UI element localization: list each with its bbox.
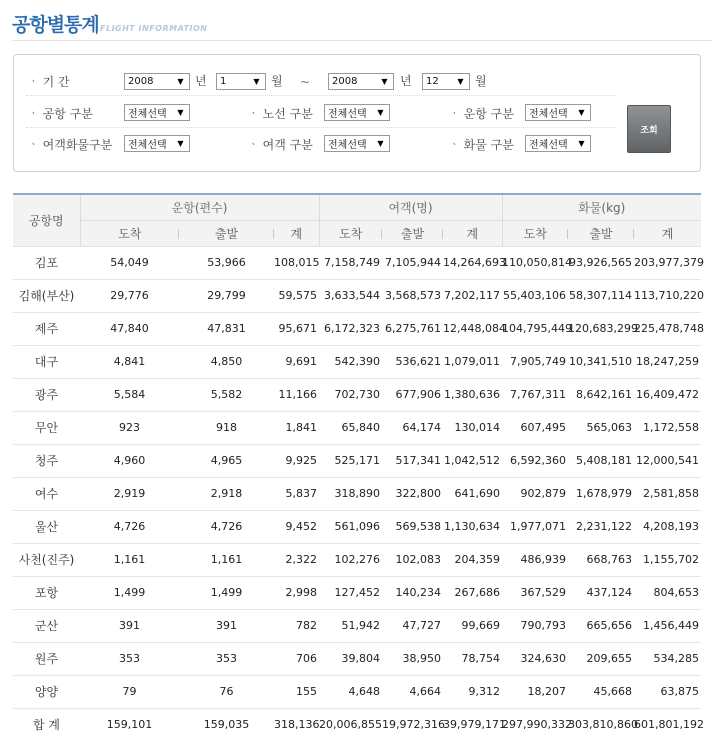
cell-airport: 합 계 — [33, 718, 60, 733]
cell-cargo-total: 1,155,702 — [634, 543, 701, 576]
cell-flights-total: 2,322 — [274, 543, 319, 576]
bullet-icon: ㆍ — [28, 75, 39, 88]
cell-flights-departure: 76 — [179, 675, 274, 708]
cell-cargo-total: 534,285 — [634, 642, 701, 675]
cell-cargo-total: 63,875 — [634, 675, 701, 708]
pax-type-select[interactable]: 전체선택 ▼ — [324, 135, 390, 152]
pax-cargo-select[interactable]: 전체선택 ▼ — [124, 135, 190, 152]
table-row — [13, 708, 701, 740]
col-header-airport: 공항명 — [13, 194, 80, 246]
cell-pax-arrival: 127,452 — [319, 576, 382, 609]
cell-pax-arrival: 542,390 — [319, 345, 382, 378]
cell-flights-departure: 2,918 — [179, 477, 274, 510]
airport-type-select[interactable]: 전체선택 ▼ — [124, 104, 190, 121]
cell-flights-total: 108,015 — [274, 246, 319, 279]
cell-pax-total: 1,042,512 — [443, 444, 502, 477]
cell-cargo-total: 113,710,220 — [634, 279, 701, 312]
cell-flights-arrival: 1,161 — [80, 543, 179, 576]
cell-flights-arrival: 159,101 — [106, 718, 153, 732]
cell-pax-departure: 677,906 — [382, 378, 443, 411]
cell-flights-departure: 353 — [179, 642, 274, 675]
cell-cargo-arrival: 7,767,311 — [502, 378, 568, 411]
bullet-icon: ㆍ — [28, 138, 39, 151]
cell-pax-departure: 517,341 — [382, 444, 443, 477]
cell-cargo-departure: 120,683,299 — [568, 312, 634, 345]
cell-pax-departure: 64,174 — [382, 411, 443, 444]
cell-flights-total: 706 — [274, 642, 319, 675]
table-row — [13, 279, 701, 312]
cell-pax-total: 1,130,634 — [443, 510, 502, 543]
search-button[interactable]: 조회 — [627, 105, 671, 153]
cell-pax-total: 12,448,084 — [443, 312, 502, 345]
cell-cargo-departure: 93,926,565 — [568, 246, 634, 279]
cell-cargo-departure: 665,656 — [568, 609, 634, 642]
cell-cargo-arrival: 324,630 — [502, 642, 568, 675]
col-group-passengers: 여객(명) — [319, 194, 502, 220]
cell-flights-arrival: 1,499 — [80, 576, 179, 609]
cell-flights-departure: 4,726 — [179, 510, 274, 543]
chevron-down-icon: ▼ — [377, 108, 384, 117]
cell-pax-total: 7,202,117 — [443, 279, 502, 312]
to-year-select[interactable]: 2008 ▼ — [328, 73, 394, 90]
col-header-flights-departure: 출발 — [179, 220, 274, 246]
cell-cargo-departure: 303,810,860 — [568, 718, 638, 732]
cell-flights-departure: 918 — [179, 411, 274, 444]
table-row — [13, 642, 701, 675]
cell-flights-arrival: 4,841 — [80, 345, 179, 378]
table-sub-header-row — [13, 220, 701, 246]
bullet-icon: ㆍ — [248, 138, 259, 151]
cell-flights-total: 9,691 — [274, 345, 319, 378]
cell-flights-total: 5,837 — [274, 477, 319, 510]
cell-cargo-arrival: 486,939 — [502, 543, 568, 576]
cell-cargo-arrival: 55,403,106 — [502, 279, 568, 312]
cell-flights-total: 95,671 — [274, 312, 319, 345]
cell-cargo-departure: 565,063 — [568, 411, 634, 444]
cell-pax-departure: 102,083 — [382, 543, 443, 576]
table-row — [13, 576, 701, 609]
to-month-select[interactable]: 12 ▼ — [422, 73, 470, 90]
cell-pax-departure: 6,275,761 — [382, 312, 443, 345]
cell-pax-departure: 140,234 — [382, 576, 443, 609]
table-row — [13, 411, 701, 444]
cell-flights-departure: 5,582 — [179, 378, 274, 411]
cell-flights-total: 9,925 — [274, 444, 319, 477]
cell-flights-arrival: 2,919 — [80, 477, 179, 510]
from-year-unit: 년 — [195, 74, 207, 88]
cell-flights-total: 9,452 — [274, 510, 319, 543]
cell-pax-departure: 19,972,316 — [382, 718, 445, 732]
cell-cargo-departure: 2,231,122 — [568, 510, 634, 543]
cell-cargo-arrival: 367,529 — [502, 576, 568, 609]
cell-pax-total: 1,380,636 — [443, 378, 502, 411]
cell-pax-total: 204,359 — [443, 543, 502, 576]
cell-pax-total: 39,979,171 — [443, 718, 506, 732]
cell-flights-arrival: 353 — [80, 642, 179, 675]
col-header-pax-departure: 출발 — [382, 220, 443, 246]
cell-cargo-departure: 58,307,114 — [568, 279, 634, 312]
cell-airport: 청주 — [13, 444, 80, 477]
cell-flights-arrival: 79 — [80, 675, 179, 708]
cell-pax-departure: 7,105,944 — [382, 246, 443, 279]
cell-cargo-total: 804,653 — [634, 576, 701, 609]
cell-airport: 울산 — [13, 510, 80, 543]
cell-flights-total: 2,998 — [274, 576, 319, 609]
cell-flights-departure: 29,799 — [179, 279, 274, 312]
cell-airport: 김포 — [13, 246, 80, 279]
table-row — [13, 378, 701, 411]
cell-flights-arrival: 391 — [80, 609, 179, 642]
cell-cargo-arrival: 902,879 — [502, 477, 568, 510]
bullet-icon: ㆍ — [248, 107, 259, 120]
cell-airport: 양양 — [13, 675, 80, 708]
col-header-cargo-total: 계 — [634, 220, 701, 246]
airport-stats-table — [13, 193, 704, 740]
cell-airport: 군산 — [13, 609, 80, 642]
airport-type-label: ㆍ 공항 구분 — [28, 106, 93, 121]
cell-flights-arrival: 54,049 — [80, 246, 179, 279]
cell-airport: 원주 — [13, 642, 80, 675]
cell-flights-total: 11,166 — [274, 378, 319, 411]
cell-cargo-arrival: 1,977,071 — [502, 510, 568, 543]
cell-flights-arrival: 47,840 — [80, 312, 179, 345]
cell-cargo-departure: 209,655 — [568, 642, 634, 675]
cell-flights-total: 155 — [274, 675, 319, 708]
cell-pax-arrival: 702,730 — [319, 378, 382, 411]
cell-cargo-arrival: 297,990,332 — [502, 718, 572, 732]
cell-flights-arrival: 5,584 — [80, 378, 179, 411]
cell-pax-arrival: 20,006,855 — [319, 718, 382, 732]
cell-pax-arrival: 65,840 — [319, 411, 382, 444]
col-group-flights: 운항(편수) — [80, 194, 319, 220]
cell-cargo-departure: 10,341,510 — [568, 345, 634, 378]
route-type-label: ㆍ 노선 구분 — [248, 106, 313, 121]
chevron-down-icon: ▼ — [578, 108, 585, 117]
cell-airport: 포항 — [13, 576, 80, 609]
cell-cargo-departure: 8,642,161 — [568, 378, 634, 411]
cell-pax-total: 641,690 — [443, 477, 502, 510]
period-label: ㆍ 기 간 — [28, 74, 70, 89]
table-body — [13, 246, 704, 740]
cell-cargo-arrival: 7,905,749 — [502, 345, 568, 378]
cell-cargo-total: 2,581,858 — [634, 477, 701, 510]
row-divider — [26, 95, 616, 96]
cell-cargo-total: 4,208,193 — [634, 510, 701, 543]
cell-pax-arrival: 3,633,544 — [319, 279, 382, 312]
cell-flights-total: 59,575 — [274, 279, 319, 312]
chevron-down-icon: ▼ — [381, 77, 388, 86]
cell-pax-arrival: 102,276 — [319, 543, 382, 576]
page-header — [12, 10, 712, 40]
cell-cargo-arrival: 18,207 — [502, 675, 568, 708]
cell-cargo-total: 1,172,558 — [634, 411, 701, 444]
cell-cargo-total: 16,409,472 — [634, 378, 701, 411]
cell-flights-arrival: 923 — [80, 411, 179, 444]
cell-flights-departure: 47,831 — [179, 312, 274, 345]
cell-cargo-total: 1,456,449 — [634, 609, 701, 642]
cell-pax-total: 78,754 — [443, 642, 502, 675]
col-header-cargo-arrival: 도착 — [502, 220, 568, 246]
cell-cargo-total: 203,977,379 — [634, 246, 701, 279]
cell-pax-departure: 536,621 — [382, 345, 443, 378]
table-row — [13, 477, 701, 510]
cell-cargo-total: 12,000,541 — [634, 444, 701, 477]
cell-pax-total: 1,079,011 — [443, 345, 502, 378]
cell-cargo-arrival: 110,050,814 — [502, 246, 568, 279]
cell-pax-departure: 322,800 — [382, 477, 443, 510]
page-subtitle: FLIGHT INFORMATION — [100, 24, 208, 33]
table-row — [13, 675, 701, 708]
cargo-type-label: ㆍ 화물 구분 — [449, 137, 514, 152]
cell-flights-departure: 4,850 — [179, 345, 274, 378]
cell-pax-arrival: 51,942 — [319, 609, 382, 642]
cell-flights-total: 318,136 — [274, 718, 320, 732]
cell-pax-departure: 38,950 — [382, 642, 443, 675]
title-divider — [12, 40, 712, 41]
chevron-down-icon: ▼ — [253, 77, 260, 86]
table-row — [13, 345, 701, 378]
cell-pax-arrival: 525,171 — [319, 444, 382, 477]
bullet-icon: ㆍ — [28, 107, 39, 120]
cell-pax-arrival: 561,096 — [319, 510, 382, 543]
cell-cargo-departure: 45,668 — [568, 675, 634, 708]
table-row — [13, 444, 701, 477]
cell-pax-arrival: 6,172,323 — [319, 312, 382, 345]
chevron-down-icon: ▼ — [177, 77, 184, 86]
cell-airport: 제주 — [13, 312, 80, 345]
cell-cargo-arrival: 104,795,449 — [502, 312, 568, 345]
col-header-pax-total: 계 — [443, 220, 502, 246]
cell-pax-departure: 4,664 — [382, 675, 443, 708]
cell-pax-arrival: 4,648 — [319, 675, 382, 708]
chevron-down-icon: ▼ — [177, 108, 184, 117]
cell-cargo-total: 601,801,192 — [634, 718, 704, 732]
cell-pax-arrival: 7,158,749 — [319, 246, 382, 279]
cell-flights-total: 1,841 — [274, 411, 319, 444]
cell-airport: 여수 — [13, 477, 80, 510]
cell-pax-total: 99,669 — [443, 609, 502, 642]
cell-pax-arrival: 318,890 — [319, 477, 382, 510]
cell-pax-total: 130,014 — [443, 411, 502, 444]
col-header-flights-arrival: 도착 — [80, 220, 179, 246]
cell-pax-departure: 3,568,573 — [382, 279, 443, 312]
cell-airport: 무안 — [13, 411, 80, 444]
col-header-cargo-departure: 출발 — [568, 220, 634, 246]
page-title: 공항별통계 — [12, 14, 99, 36]
pax-type-label: ㆍ 여객 구분 — [248, 137, 313, 152]
from-month-select[interactable]: 1 ▼ — [216, 73, 266, 90]
cell-pax-total: 9,312 — [443, 675, 502, 708]
bullet-icon: ㆍ — [449, 138, 460, 151]
col-group-cargo: 화물(kg) — [502, 194, 701, 220]
cell-cargo-departure: 668,763 — [568, 543, 634, 576]
chevron-down-icon: ▼ — [578, 139, 585, 148]
route-type-select[interactable]: 전체선택 ▼ — [324, 104, 390, 121]
cell-pax-arrival: 39,804 — [319, 642, 382, 675]
col-header-pax-arrival: 도착 — [319, 220, 382, 246]
table-row — [13, 312, 701, 345]
cell-flights-departure: 391 — [179, 609, 274, 642]
cell-flights-arrival: 4,726 — [80, 510, 179, 543]
table-row — [13, 609, 701, 642]
cell-flights-departure: 1,499 — [179, 576, 274, 609]
cell-flights-arrival: 4,960 — [80, 444, 179, 477]
col-header-flights-total: 계 — [274, 220, 319, 246]
table-row — [13, 246, 701, 279]
cell-pax-total: 267,686 — [443, 576, 502, 609]
cell-airport: 사천(진주) — [13, 543, 80, 576]
cell-cargo-departure: 1,678,979 — [568, 477, 634, 510]
search-panel — [13, 54, 701, 172]
cell-flights-arrival: 29,776 — [80, 279, 179, 312]
cell-cargo-arrival: 790,793 — [502, 609, 568, 642]
cell-flights-departure: 1,161 — [179, 543, 274, 576]
chevron-down-icon: ▼ — [177, 139, 184, 148]
cell-pax-departure: 569,538 — [382, 510, 443, 543]
cell-flights-departure: 53,966 — [179, 246, 274, 279]
pax-cargo-label: ㆍ 여객화물구분 — [28, 137, 113, 152]
cargo-type-select[interactable]: 전체선택 ▼ — [525, 135, 591, 152]
from-year-select[interactable]: 2008 ▼ — [124, 73, 190, 90]
table-group-header-row — [13, 194, 701, 220]
cell-airport: 김해(부산) — [13, 279, 80, 312]
cell-flights-departure: 4,965 — [179, 444, 274, 477]
cell-pax-departure: 47,727 — [382, 609, 443, 642]
cell-cargo-arrival: 607,495 — [502, 411, 568, 444]
cell-cargo-arrival: 6,592,360 — [502, 444, 568, 477]
table-row — [13, 543, 701, 576]
period-separator: ~ — [300, 74, 311, 89]
cell-airport: 광주 — [13, 378, 80, 411]
cell-flights-departure: 159,035 — [203, 718, 250, 732]
cell-airport: 대구 — [13, 345, 80, 378]
flight-type-label: ㆍ 운항 구분 — [449, 106, 514, 121]
table-row — [13, 510, 701, 543]
to-month-unit: 월 — [475, 74, 487, 88]
cell-pax-total: 14,264,693 — [443, 246, 502, 279]
cell-cargo-total: 18,247,259 — [634, 345, 701, 378]
cell-cargo-total: 225,478,748 — [634, 312, 701, 345]
from-month-unit: 월 — [271, 74, 283, 88]
cell-cargo-departure: 5,408,181 — [568, 444, 634, 477]
chevron-down-icon: ▼ — [377, 139, 384, 148]
chevron-down-icon: ▼ — [457, 77, 464, 86]
row-divider — [26, 127, 616, 128]
cell-flights-total: 782 — [274, 609, 319, 642]
bullet-icon: ㆍ — [449, 107, 460, 120]
cell-cargo-departure: 437,124 — [568, 576, 634, 609]
flight-type-select[interactable]: 전체선택 ▼ — [525, 104, 591, 121]
to-year-unit: 년 — [400, 74, 412, 88]
